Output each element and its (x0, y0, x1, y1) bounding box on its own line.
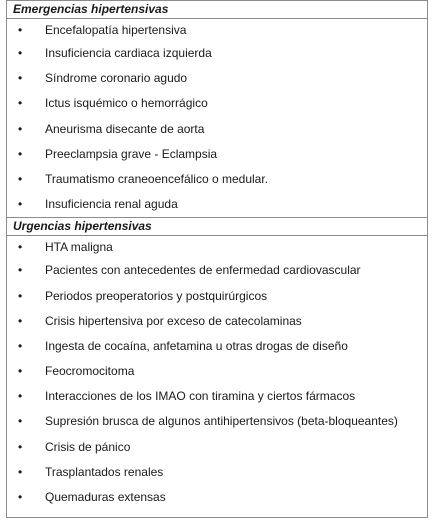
list-item-text: Crisis hipertensiva por exceso de catecolaminas (45, 313, 302, 328)
bullet-icon: • (18, 96, 23, 111)
bullet-icon: • (18, 414, 23, 429)
list-item-text: Traumatismo craneoencefálico o medular. (45, 171, 268, 186)
list-item (7, 258, 427, 283)
emergencias-list (7, 19, 427, 217)
list-item (7, 485, 427, 510)
bullet-icon: • (18, 46, 23, 60)
list-item (7, 66, 427, 91)
urgencias-section (7, 217, 427, 510)
bullet-icon: • (18, 389, 23, 404)
list-item-text: Interacciones de los IMAO con tiramina y ciertos fármacos (45, 389, 356, 404)
list-item-text: Aneurisma disecante de aorta (45, 121, 205, 136)
bullet-icon: • (18, 71, 23, 86)
bullet-icon: • (18, 313, 23, 328)
bullet-icon: • (18, 338, 23, 353)
urgencias-title: Urgencias hipertensivas (7, 218, 427, 236)
bullet-icon: • (18, 121, 23, 136)
list-item-text: Trasplantados renales (45, 464, 164, 479)
list-item-text: Crisis de pánico (45, 439, 131, 454)
bullet-icon: • (18, 240, 23, 255)
list-item (7, 142, 427, 167)
list-item-text: Ictus isquémico o hemorrágico (45, 96, 208, 111)
hypertensive-crisis-table (6, 0, 428, 518)
bullet-icon: • (18, 23, 23, 37)
list-item-text: Ingesta de cocaína, anfetamina u otras drogas de diseño (45, 338, 348, 353)
list-item (7, 359, 427, 384)
list-item (7, 409, 427, 434)
list-item-text: Feocromocitoma (45, 364, 135, 379)
list-item-text: Periodos preoperatorios y postquirúrgicos (45, 288, 268, 303)
list-item (7, 167, 427, 192)
bullet-icon: • (18, 263, 23, 278)
emergencias-section (7, 1, 427, 217)
list-item-text: Supresión brusca de algunos antihipertensivos (beta-bloqueantes) (45, 414, 398, 429)
list-item (7, 91, 427, 116)
list-item (7, 236, 427, 258)
list-item (7, 19, 427, 41)
list-item-text: HTA maligna (45, 240, 113, 255)
emergencias-title: Emergencias hipertensivas (7, 1, 427, 19)
list-item (7, 334, 427, 359)
list-item (7, 192, 427, 217)
list-item-text: Insuficiencia cardiaca izquierda (45, 46, 212, 60)
list-item-text: Preeclampsia grave - Eclampsia (45, 146, 218, 161)
list-item-text: Encefalopatía hipertensiva (45, 23, 187, 37)
bullet-icon: • (18, 146, 23, 161)
list-item-text: Pacientes con antecedentes de enfermedad cardiovascular (45, 263, 361, 278)
bullet-icon: • (18, 288, 23, 303)
bullet-icon: • (18, 490, 23, 504)
list-item-text: Quemaduras extensas (45, 490, 166, 504)
bullet-icon: • (18, 464, 23, 479)
list-item-text: Síndrome coronario agudo (45, 71, 188, 86)
list-item (7, 284, 427, 309)
list-item (7, 309, 427, 334)
urgencias-list (7, 236, 427, 510)
list-item (7, 117, 427, 142)
list-item (7, 384, 427, 409)
list-item-text: Insuficiencia renal aguda (45, 197, 178, 212)
bullet-icon: • (18, 439, 23, 454)
list-item (7, 460, 427, 485)
bullet-icon: • (18, 197, 23, 212)
list-item (7, 41, 427, 66)
bullet-icon: • (18, 171, 23, 186)
bullet-icon: • (18, 364, 23, 379)
list-item (7, 435, 427, 460)
